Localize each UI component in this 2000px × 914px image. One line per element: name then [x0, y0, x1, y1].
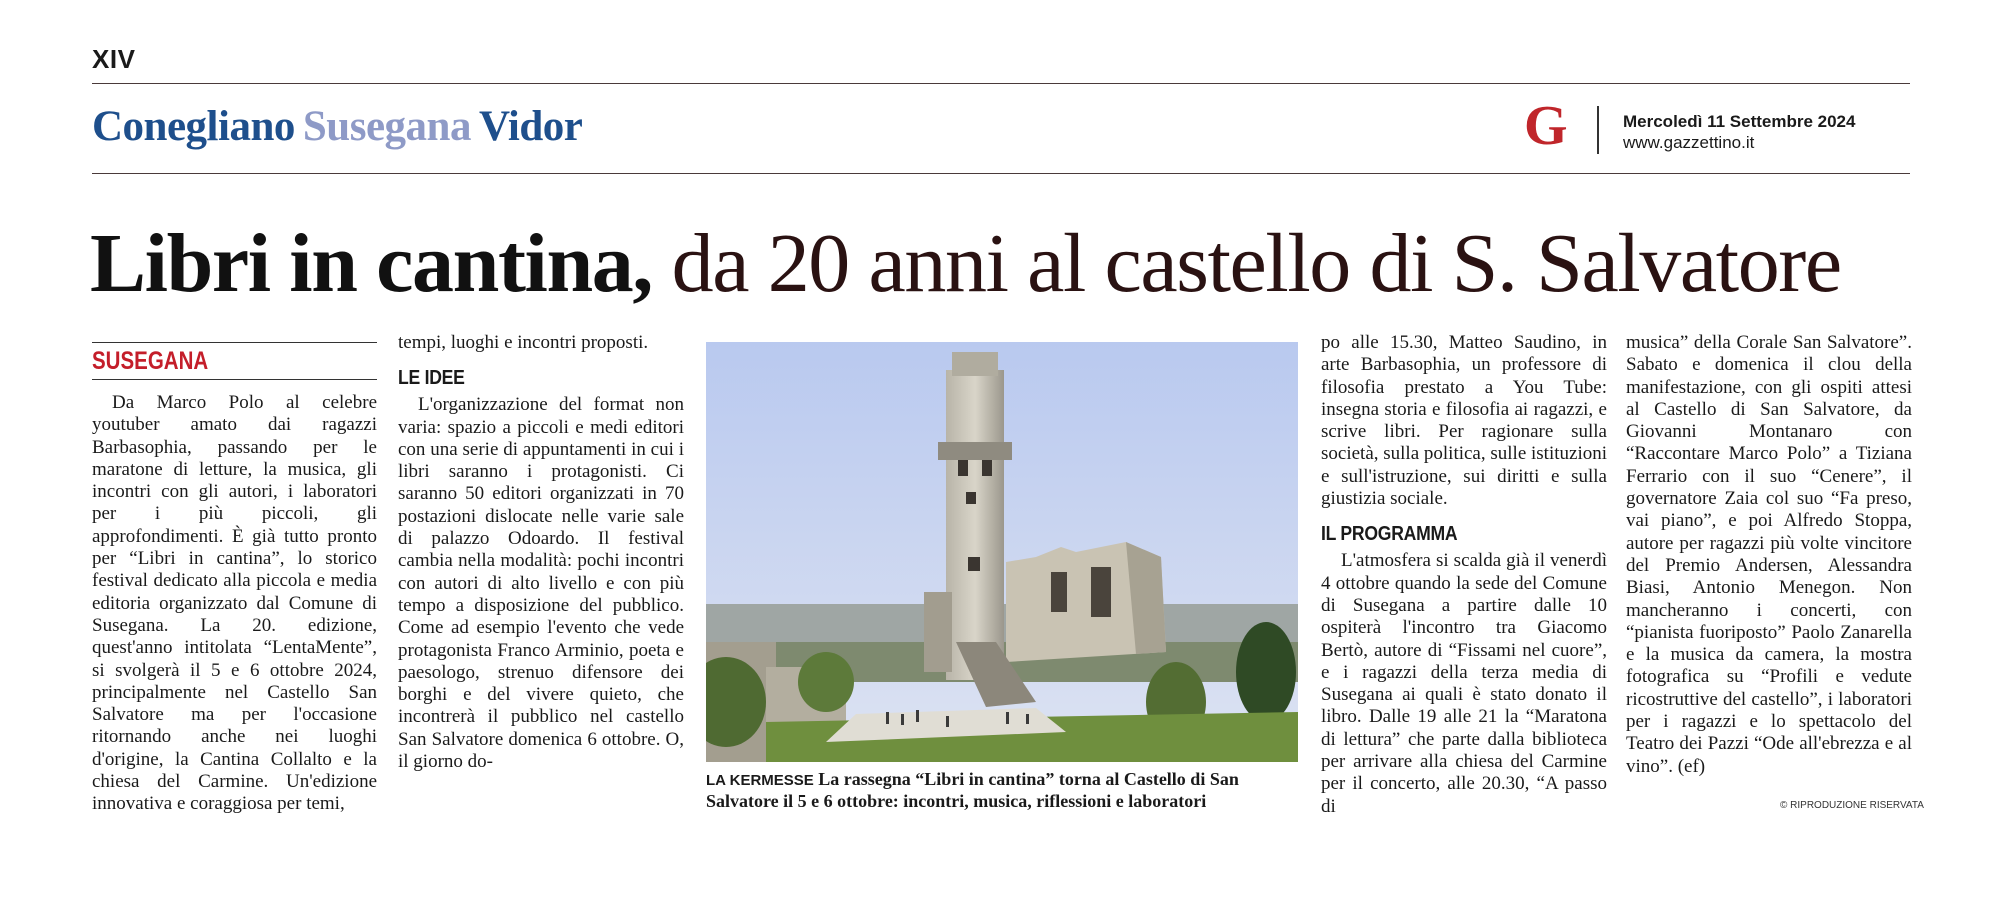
- article-column-4: [1321, 332, 1607, 818]
- caption-text: La rassegna “Libri in cantina” torna al Castello di San Salvatore il 5 e 6 ottobre: incontri, musica, riflessioni e laboratori: [706, 769, 1239, 811]
- section-town-1: Conegliano: [92, 103, 295, 150]
- publication-website: www.gazzettino.it: [1623, 133, 1755, 152]
- article-column-1: [92, 342, 377, 816]
- article-column-5: [1626, 332, 1912, 778]
- section-header: [92, 102, 590, 151]
- headline-part-1: Libri in cantina,: [90, 217, 652, 310]
- publication-date: Mercoledì 11 Settembre 2024: [1623, 112, 1856, 131]
- castle-photo: [706, 342, 1298, 762]
- paragraph: tempi, luoghi e incontri proposti.: [398, 332, 649, 353]
- article-headline: [90, 214, 1841, 314]
- headline-part-2: da 20 anni al castello di S. Salvatore: [671, 217, 1841, 310]
- paragraph: Da Marco Polo al celebre youtuber amato dai ragazzi Barbasophia, passando per le maratone di letture, la musica, gli incontri con gli autori, i laboratori per i più piccoli, gli approfondimenti. È già tutto pronto per “Libri in cantina”, lo storico festival dedicato alla piccola e media editoria organizzato dal Comune di Susegana. La 20. edizione, quest'anno intitolata “LentaMente”, si svolgerà il 5 e 6 ottobre 2024, principalmente nel Castello San Salvatore ma per l'occasione ritornando anche nei luoghi d'origine, la Cantina Collalto e la chiesa del Carmine. Un'edizione innovativa e coraggiosa per temi,: [92, 392, 377, 815]
- top-rule: [92, 83, 1910, 84]
- rights-notice: © RIPRODUZIONE RISERVATA: [1780, 800, 1924, 811]
- kicker-box: [92, 342, 377, 380]
- subheading-le-idee: LE IDEE: [398, 367, 465, 390]
- article-column-2: [398, 332, 684, 773]
- masthead-rule: [92, 173, 1910, 174]
- paragraph: musica” della Corale San Salvatore”. Sabato e domenica il clou della manifestazione, con gli ospiti attesi al Castello di San Salvatore, da Giovanni Montanaro con “Raccontare Marco Polo” a Tiziana Ferrario con il suo “Cenere”, il governatore Zaia col suo “Fa preso, vai piano”, e poi Alfredo Stoppa, autore per ragazzi più volte vincitore del Premio Andersen, Alessandra Biasi, Antonio Menegon. Non mancheranno i concerti, con “pianista fuoriposto” Paolo Zanarella e la musica da camera, la mostra fotografica su “Profili e vedute ricostruttive del castello”, i laboratori per i ragazzi e lo spettacolo del Teatro dei Pazzi “Ode all'ebrezza e al vino”. (ef): [1626, 332, 1912, 777]
- paragraph: L'atmosfera si scalda già il venerdì 4 ottobre quando la sede del Comune di Susegana a partire dalle 10 ospiterà l'incontro tra Giacomo Bertò, autore di “Fissami nel cuore”, e i ragazzi della terza media di Susegana ai quali è stato donato il libro. Dalle 19 alle 21 la “Maratona di lettura” che parte dalla biblioteca per arrivare alla chiesa del Carmine per il concerto, alle 20.30, “A passo di: [1321, 550, 1607, 817]
- paragraph: po alle 15.30, Matteo Saudino, in arte Barbasophia, un professore di filosofia prestato a You Tube: insegna storia e filosofia ai ragazzi, e scrive libri. Per ragionare sulla società, sulla politica, sulle istituzioni e sull'istruzione, sui diritti e sulla giustizia sociale.: [1321, 332, 1608, 510]
- section-town-3: Vidor: [478, 103, 583, 150]
- gazzettino-logo: G: [1524, 95, 1568, 157]
- subheading-il-programma: IL PROGRAMMA: [1321, 523, 1458, 546]
- section-town-2: Susegana: [302, 103, 471, 150]
- photo-caption: [706, 768, 1306, 812]
- article-kicker: SUSEGANA: [92, 347, 209, 375]
- caption-kicker: LA KERMESSE: [706, 772, 814, 789]
- castle-image: [706, 342, 1298, 762]
- paragraph: L'organizzazione del format non varia: spazio a piccoli e medi editori con una serie di appuntamenti in cui i libri saranno i protagonisti. Ci saranno 50 editori organizzati in 70 postazioni dislocate nelle varie sale di palazzo Odoardo. Il festival cambia nella modalità: pochi incontri con autori di alto livello e con più tempo a disposizione del pubblico. Come ad esempio l'evento che vede protagonista Franco Arminio, poeta e paesologo, strenuo difensore dei borghi e del vivere quieto, che incontrerà il pubblico nel castello San Salvatore domenica 6 ottobre. O, il giorno do-: [398, 394, 684, 773]
- page-number: XIV: [92, 44, 136, 74]
- logo-divider: [1597, 106, 1599, 154]
